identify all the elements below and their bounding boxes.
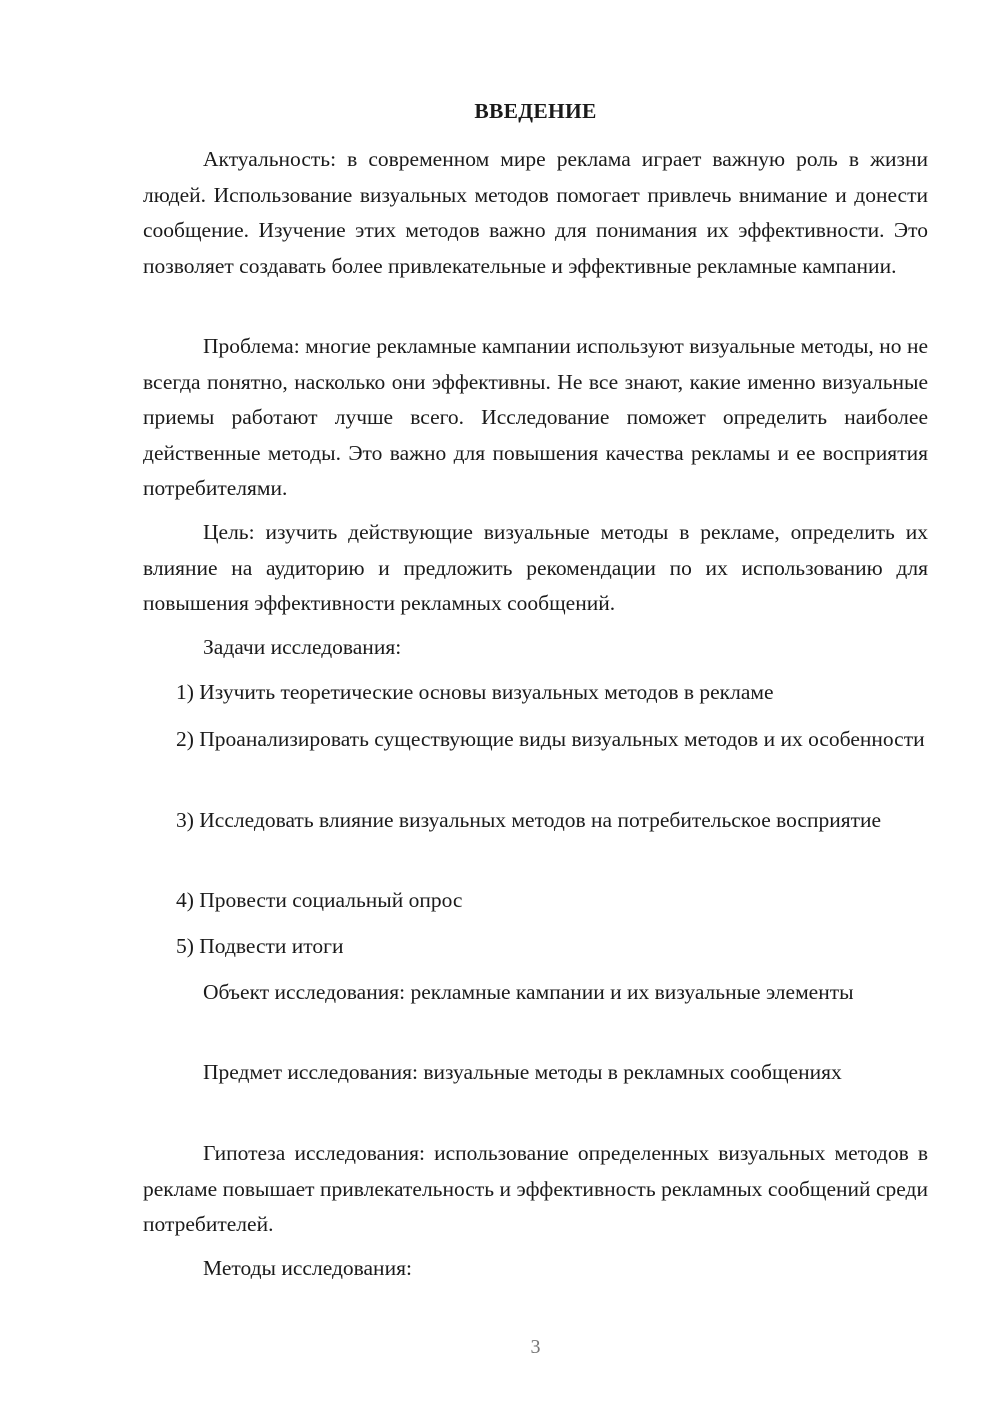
hypothesis-paragraph: Гипотеза исследования: использование определенных визуальных методов в рекламе повышает привлекательность и эффективность рекламных сообщений среди потребителей. [143,1141,928,1236]
section-title: ВВЕДЕНИЕ [474,99,597,123]
goal-paragraph: Цель: изучить действующие визуальные методы в рекламе, определить их влияние на аудиторию и предложить рекомендации по их использованию для повышения эффективности рекламных сообщений. [143,520,928,615]
methods-heading: Методы исследования: [203,1256,412,1280]
page-number: 3 [530,1336,541,1358]
task-item: 1) Изучить теоретические основы визуальных методов в рекламе [176,680,774,704]
subject-paragraph: Предмет исследования: визуальные методы в рекламных сообщениях [203,1060,842,1084]
tasks-heading: Задачи исследования: [203,635,402,659]
document-page [143,0,928,1414]
task-item: 2) Проанализировать существующие виды визуальных методов и их особенности [176,727,925,751]
task-item: 5) Подвести итоги [176,934,344,958]
task-item: 3) Исследовать влияние визуальных методов на потребительское восприятие [176,808,882,832]
task-item: 4) Провести социальный опрос [176,888,463,912]
problem-paragraph: Проблема: многие рекламные кампании используют визуальные методы, но не всегда понятно, насколько они эффективны. Не все знают, какие именно визуальные приемы работают лучше всего. Исследование поможет определить наиболее действенные методы. Это важно для повышения качества рекламы и ее восприятия потребителями. [143,334,928,500]
relevance-paragraph: Актуальность: в современном мире реклама играет важную роль в жизни людей. Использование визуальных методов помогает привлечь внимание и донести сообщение. Изучение этих методов важно для понимания их эффективности. Это позволяет создавать более привлекательные и эффективные рекламные кампании. [143,147,928,278]
object-paragraph: Объект исследования: рекламные кампании и их визуальные элементы [203,980,854,1004]
